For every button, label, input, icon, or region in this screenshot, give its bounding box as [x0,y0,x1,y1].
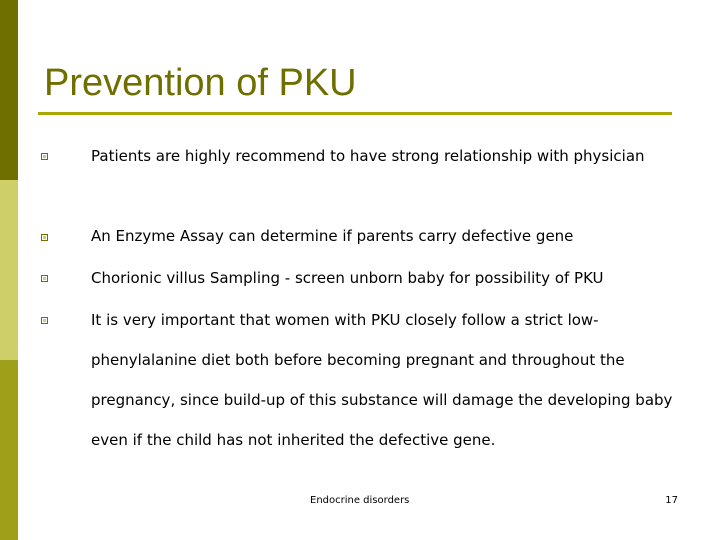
square-bullet-icon [41,153,48,160]
page-number: 17 [665,495,678,506]
bullet-text: An Enzyme Assay can determine if parents carry defective gene [91,227,574,245]
slide-title: Prevention of PKU [44,62,357,104]
square-bullet-icon [41,234,48,241]
square-bullet-icon [41,275,48,282]
side-bar-top [0,0,18,180]
bullet-text: Chorionic villus Sampling - screen unborn baby for possibility of PKU [91,269,604,287]
square-bullet-icon [41,317,48,324]
footer-title: Endocrine disorders [310,495,410,506]
side-bar-bottom [0,360,18,540]
bullet-text: It is very important that women with PKU closely follow a strict low-phenylalanine diet both before becoming pregnant and throughout the pregnancy, since build-up of this substance will damage the developing baby even if the child has not inherited the defective gene. [91,311,673,449]
bullet-text: Patients are highly recommend to have strong relationship with physician [91,147,645,165]
title-underline [38,112,672,115]
side-bar-middle [0,180,18,360]
